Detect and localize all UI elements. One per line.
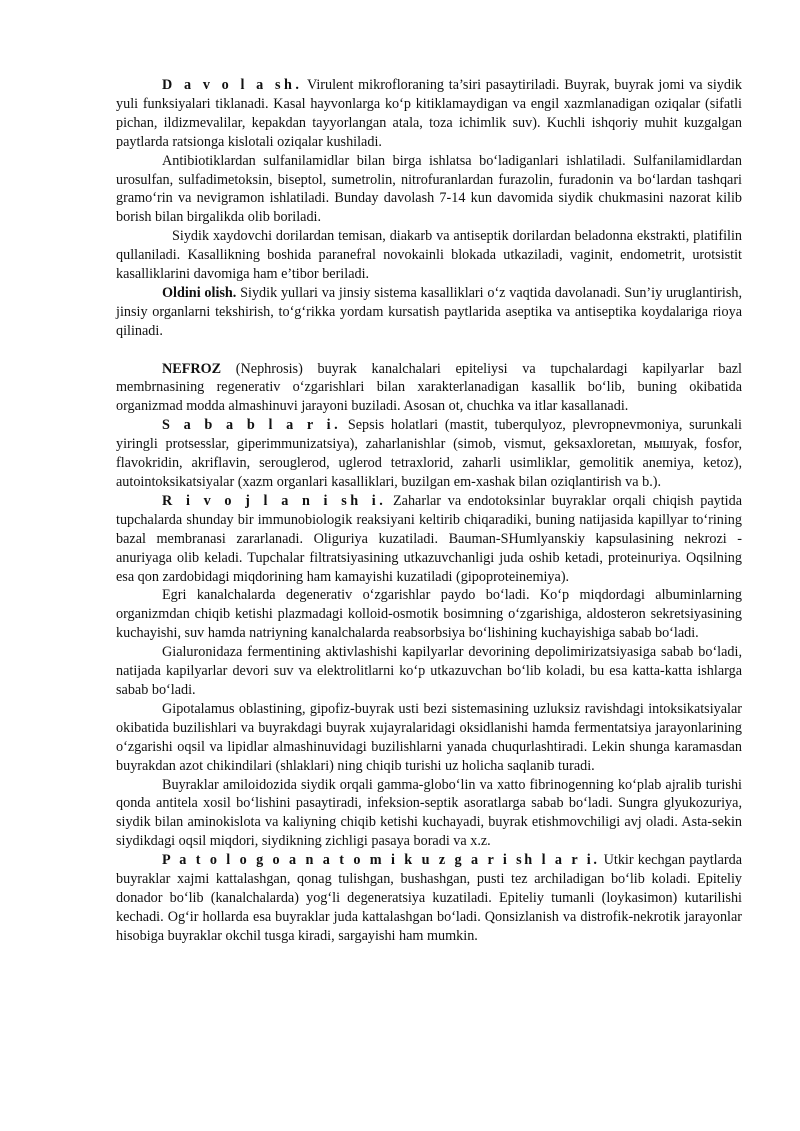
paragraph-degenerative [116,586,742,643]
paragraph-text: Gipotalamus oblastining, gipofiz-buyrak usti bezi sistemasining uzluksiz ravishdagi intoksikatsiyalar okibatida buzilishlari va buyrakdagi buyrak xujayralaridagi oksidlanishi hamda fermentatsiya jarayonlarining o‘zgarishi oqsil va lipidlar almashinuvidagi buzilishlarni yanada chuqurlashtiradi. Lekin shunga karamasdan buyrakdan azot chikindilari (shlaklari) ning chiqib turishi uz holicha saqlanib turadi. [116,700,742,774]
paragraph-amyloidosis [116,776,742,852]
paragraph-text: Siydik xaydovchi dorilardan temisan, diakarb va antiseptik dorilardan beladonna ekstrakti, platifilin qullaniladi. Kasallikning boshida paranefral novokainli blokada utkaziladi, vaginit, endometrit, urotsistit kasalliklarini davomiga ham e’tibor beriladi. [116,228,742,283]
heading-pathology: P a t o l o g o a n a t o m i k u z g a r i sh l a r i. [162,852,600,869]
paragraph-text: Virulent mikrofloraning ta’siri pasaytiriladi. Buyrak, buyrak jomi va siydik yuli funksiyalari tiklanadi. Kasal hayvonlarga ko‘p kitiklamaydigan va engil xazmlanadigan oziqalar (sifatli pichan, ildizmevalilar, kepakdan tayyorlangan atala, toza ichimlik suv). Kuchli ishqoriy muhit kuzgalgan paytlarda ratsionga kislotali oziqalar kushiladi. [116,77,742,150]
paragraph-treatment [116,76,742,152]
paragraph-pathology [116,851,742,946]
paragraph-prevention [116,284,742,341]
paragraph-causes [116,416,742,492]
heading-causes: S a b a b l a r i. [162,417,342,434]
paragraph-hypothalamus [116,700,742,776]
paragraph-text: Siydik yullari va jinsiy sistema kasalliklari o‘z vaqtida davolanadi. Sun’iy uruglantirish, jinsiy organlarni tekshirish, to‘g‘rikka yordam kursatish paytlarida aseptika va antiseptika koydalariga rioya qilinadi. [116,284,743,339]
paragraph-text: (Nephrosis) buyrak kanalchalari epiteliysi va tupchalardagi kapilyarlar bazl membrnasining regenerativ o‘zgarishlari bilan xarakterlanadigan kasallik bo‘lib, buning okibatida organizmad modda almashinuvi jarayoni buziladi. Asosan ot, chuchka va itlar kasallanadi. [116,360,742,415]
paragraph-antibiotics [116,152,742,228]
paragraph-development [116,492,742,587]
paragraph-text: Antibiotiklardan sulfanilamidlar bilan birga ishlatsa bo‘ladiganlari ishlatiladi. Sulfanilamidlardan urosulfan, sulfadimetoksin, biseptol, sumetrolin, nitrofuranlardan furazolin, furadonin va bo‘lardan tashqari gramo‘rin va nevigramon ishlatiladi. Bunday davolash 7-14 kun davomida siydik chukmasini nazorat kilib borish bilan birgalikda olib boriladi. [116,152,742,226]
heading-nephrosis: NEFROZ [162,360,222,377]
paragraph-text: Gialuronidaza fermentining aktivlashishi kapilyarlar devorining depolimirizatsiyasiga sabab bo‘ladi, natijada kapilyarlar devori suv va elektrolitlarni ko‘p utkazuvchan bo‘lib koladi, bu esa katta-katta ishlarga sabab bo‘ladi. [116,644,742,698]
paragraph-text: Egri kanalchalarda degenerativ o‘zgarishlar paydo bo‘ladi. Ko‘p miqdordagi albuminlarning organizmdan chiqib ketishi plazmadagi kolloid-osmotik bosimning o‘zgarishiga, aldosteron sekretsiyasining kuchayishi, suv hamda natriyning kanalchalarda reabsorbsiya bo‘lishining kuchayishiga sabab bo‘ladi. [116,587,742,642]
paragraph-text: Buyraklar amiloidozida siydik orqali gamma-globo‘lin va xatto fibrinogenning ko‘plab ajralib turishi qonda antitela xosil bo‘lishini pasaytiradi, infeksion-septik asoratlarga sabab bo‘ladi. Sungra glyukozuriya, siydik bilan aminokislota va kaliyning chiqib ketishi kuchayadi, buyrak etishmovchiligi avj oladi. Asta-sekin siydikdagi oqsil miqdori, siydikning zichligi pasaya boradi va x.z. [116,776,742,850]
paragraph-diuretics [116,227,742,284]
paragraph-text: Utkir kechgan paytlarda buyraklar xajmi kattalashgan, qonag tulishgan, bushashgan, pusti tez archiladigan bo‘lib koladi. Epiteliy donador bo‘lib (kanalchalarda) yog‘li degeneratsiya kuzatiladi. Epiteliy tumanli (loykasimon) kutarilishi kechadi. Og‘ir hollarda esa buyraklar juda kattalashgan bo‘ladi. Qonsizlanish va distrofik-nekrotik jarayonlar hisobiga buyraklar okchil tusga kiradi, sargayishi ham mumkin. [116,852,742,944]
document-page [116,76,742,946]
paragraph-nephrosis [116,360,742,417]
paragraph-text: Sepsis holatlari (mastit, tuberqulyoz, plevropnevmoniya, surunkali yiringli protsesslar, giperimmunizatsiya), zaharlanishlar (simob, vismut, geksaxloretan, мышyak, fosfor, flavokridin, akriflavin, serouglerod, uglerod tetraxlorid, zaharli usimliklar, gemolitik anemiya, ketoz), autointoksikatsiyalar (xazm organlari kasalliklari, buzilgan em-xashak bilan oziqlantirish va b.). [116,417,742,491]
heading-treatment: D a v o l a sh. [162,77,303,93]
paragraph-text: Zaharlar va endotoksinlar buyraklar orqali chiqish paytida tupchalarda shunday bir immunobiologik reaksiyani keltirib chiqaradiki, buning natijasida kapillyar to‘rining bazal membranasi zararlanadi. Oliguriya kuzatiladi. Bauman-SHumlyanskiy kapsulasining nekrozi - anuriyaga olib keladi. Tupchalar filtratsiyasining utkazuvchanligi juda oshib ketadi, proteinuriya. Oqsilning esa qon zardobidagi miqdorining ham kamayishi kuzatiladi (gipoproteinemiya). [116,492,742,585]
heading-development: R i v o j l a n i sh i. [162,492,387,509]
paragraph-hyaluronidase [116,643,742,700]
heading-prevention: Oldini olish. [162,284,237,301]
